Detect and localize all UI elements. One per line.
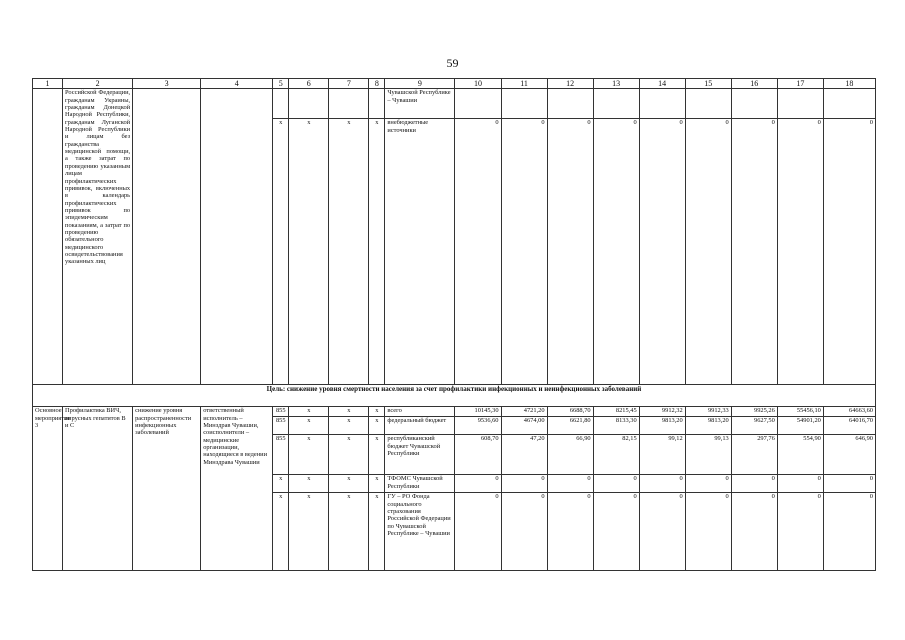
value-cell: 64016,70 — [823, 417, 875, 435]
value-cell — [639, 89, 685, 119]
code-cell: x — [369, 417, 385, 435]
table-row — [33, 407, 876, 417]
column-number: 6 — [289, 79, 329, 89]
value-cell: 0 — [823, 475, 875, 493]
funding-source: Чувашской Республике – Чувашии — [385, 89, 455, 119]
code-cell: x — [329, 493, 369, 571]
value-cell: 0 — [731, 493, 777, 571]
value-cell: 554,90 — [777, 435, 823, 475]
code-cell: x — [369, 119, 385, 385]
column-number: 13 — [593, 79, 639, 89]
funding-source: всего — [385, 407, 455, 417]
value-cell: 0 — [501, 475, 547, 493]
value-cell: 0 — [455, 475, 501, 493]
code-cell: x — [369, 475, 385, 493]
event-title: Профилактика ВИЧ, вирусных гепатитов В и С — [63, 407, 133, 571]
code-cell — [289, 89, 329, 119]
value-cell: 6688,70 — [547, 407, 593, 417]
page-number: 59 — [446, 56, 459, 70]
value-cell: 297,76 — [731, 435, 777, 475]
value-cell: 0 — [685, 493, 731, 571]
code-cell: x — [329, 475, 369, 493]
table-cell — [33, 89, 63, 385]
value-cell: 9925,26 — [731, 407, 777, 417]
value-cell: 608,70 — [455, 435, 501, 475]
value-cell: 0 — [823, 493, 875, 571]
value-cell: 0 — [685, 475, 731, 493]
funding-source: ГУ – РО Фонда социального страхования Российской Федерации по Чувашской Республике – Чувашии — [385, 493, 455, 571]
code-cell: x — [273, 475, 289, 493]
value-cell: 0 — [685, 119, 731, 385]
value-cell — [777, 89, 823, 119]
activity-description: Российской Федерации, гражданам Украины, гражданам Донецкой Народной Республики, гражданам Луганской Народной Республики и лицам без гражданства медицинской помощи, а также затрат по проведению указанным лицам профилактических прививок, включенных в календарь профилактических прививок по эпидемическим показаниям, а затрат по проведению обязательного медицинского освидетельствования указанных лиц — [63, 89, 133, 385]
value-cell: 0 — [731, 475, 777, 493]
value-cell: 99,13 — [685, 435, 731, 475]
column-number: 7 — [329, 79, 369, 89]
value-cell: 54901,20 — [777, 417, 823, 435]
column-number: 5 — [273, 79, 289, 89]
value-cell: 9627,50 — [731, 417, 777, 435]
funding-source: внебюджетные источники — [385, 119, 455, 385]
column-number: 1 — [33, 79, 63, 89]
column-number: 18 — [823, 79, 875, 89]
value-cell: 0 — [639, 493, 685, 571]
value-cell: 0 — [547, 119, 593, 385]
code-cell — [329, 89, 369, 119]
value-cell: 47,20 — [501, 435, 547, 475]
value-cell: 9536,60 — [455, 417, 501, 435]
value-cell: 0 — [547, 475, 593, 493]
value-cell: 0 — [639, 119, 685, 385]
funding-source: ТФОМС Чувашской Республики — [385, 475, 455, 493]
code-cell: 855 — [273, 407, 289, 417]
column-number: 16 — [731, 79, 777, 89]
value-cell: 99,12 — [639, 435, 685, 475]
value-cell — [593, 89, 639, 119]
value-cell: 9912,33 — [685, 407, 731, 417]
value-cell — [685, 89, 731, 119]
code-cell: x — [369, 493, 385, 571]
table-cell — [133, 89, 201, 385]
code-cell — [273, 89, 289, 119]
value-cell: 646,90 — [823, 435, 875, 475]
code-cell: 855 — [273, 435, 289, 475]
funding-source: республиканский бюджет Чувашской Республики — [385, 435, 455, 475]
value-cell — [731, 89, 777, 119]
value-cell: 55456,10 — [777, 407, 823, 417]
event-number: Основное мероприятие 3 — [33, 407, 63, 571]
code-cell: x — [329, 407, 369, 417]
column-number: 8 — [369, 79, 385, 89]
value-cell: 0 — [547, 493, 593, 571]
column-number: 15 — [685, 79, 731, 89]
code-cell: x — [289, 475, 329, 493]
value-cell: 9813,20 — [639, 417, 685, 435]
value-cell: 8215,45 — [593, 407, 639, 417]
column-number: 3 — [133, 79, 201, 89]
value-cell: 0 — [501, 119, 547, 385]
code-cell: x — [289, 407, 329, 417]
table-row — [33, 89, 876, 119]
code-cell: x — [273, 493, 289, 571]
value-cell: 9912,32 — [639, 407, 685, 417]
value-cell — [501, 89, 547, 119]
value-cell — [547, 89, 593, 119]
column-number: 14 — [639, 79, 685, 89]
code-cell: x — [329, 435, 369, 475]
value-cell: 66,90 — [547, 435, 593, 475]
program-table — [32, 78, 876, 571]
code-cell: x — [369, 407, 385, 417]
value-cell: 6621,80 — [547, 417, 593, 435]
value-cell: 0 — [731, 119, 777, 385]
value-cell — [455, 89, 501, 119]
code-cell: x — [273, 119, 289, 385]
value-cell: 0 — [593, 493, 639, 571]
executors: ответственный исполнитель – Минздрав Чувашии, соисполнители – медицинские организации, находящиеся в ведении Минздрава Чувашии — [201, 407, 273, 571]
column-number: 10 — [455, 79, 501, 89]
value-cell: 8133,30 — [593, 417, 639, 435]
expected-result: снижение уровня распространенности инфекционных заболеваний — [133, 407, 201, 571]
code-cell: x — [289, 417, 329, 435]
column-number: 12 — [547, 79, 593, 89]
value-cell: 10145,30 — [455, 407, 501, 417]
code-cell: x — [289, 493, 329, 571]
value-cell: 4721,20 — [501, 407, 547, 417]
value-cell — [823, 89, 875, 119]
goal-row — [33, 385, 876, 407]
value-cell: 0 — [593, 475, 639, 493]
column-number: 11 — [501, 79, 547, 89]
value-cell: 0 — [455, 493, 501, 571]
value-cell: 0 — [593, 119, 639, 385]
value-cell: 4674,00 — [501, 417, 547, 435]
table-cell — [201, 89, 273, 385]
value-cell: 0 — [777, 493, 823, 571]
value-cell: 0 — [639, 475, 685, 493]
value-cell: 0 — [777, 119, 823, 385]
column-number-row — [33, 79, 876, 89]
goal-text: Цель: снижение уровня смертности населения за счет профилактики инфекционных и неинфекционных заболеваний — [33, 385, 876, 407]
column-number: 17 — [777, 79, 823, 89]
funding-source: федеральный бюджет — [385, 417, 455, 435]
value-cell: 9813,20 — [685, 417, 731, 435]
code-cell: x — [329, 417, 369, 435]
code-cell — [369, 89, 385, 119]
code-cell: x — [289, 119, 329, 385]
code-cell: 855 — [273, 417, 289, 435]
value-cell: 0 — [501, 493, 547, 571]
value-cell: 64663,60 — [823, 407, 875, 417]
column-number: 4 — [201, 79, 273, 89]
value-cell: 0 — [823, 119, 875, 385]
code-cell: x — [369, 435, 385, 475]
code-cell: x — [289, 435, 329, 475]
value-cell: 0 — [455, 119, 501, 385]
value-cell: 82,15 — [593, 435, 639, 475]
column-number: 2 — [63, 79, 133, 89]
code-cell: x — [329, 119, 369, 385]
column-number: 9 — [385, 79, 455, 89]
value-cell: 0 — [777, 475, 823, 493]
